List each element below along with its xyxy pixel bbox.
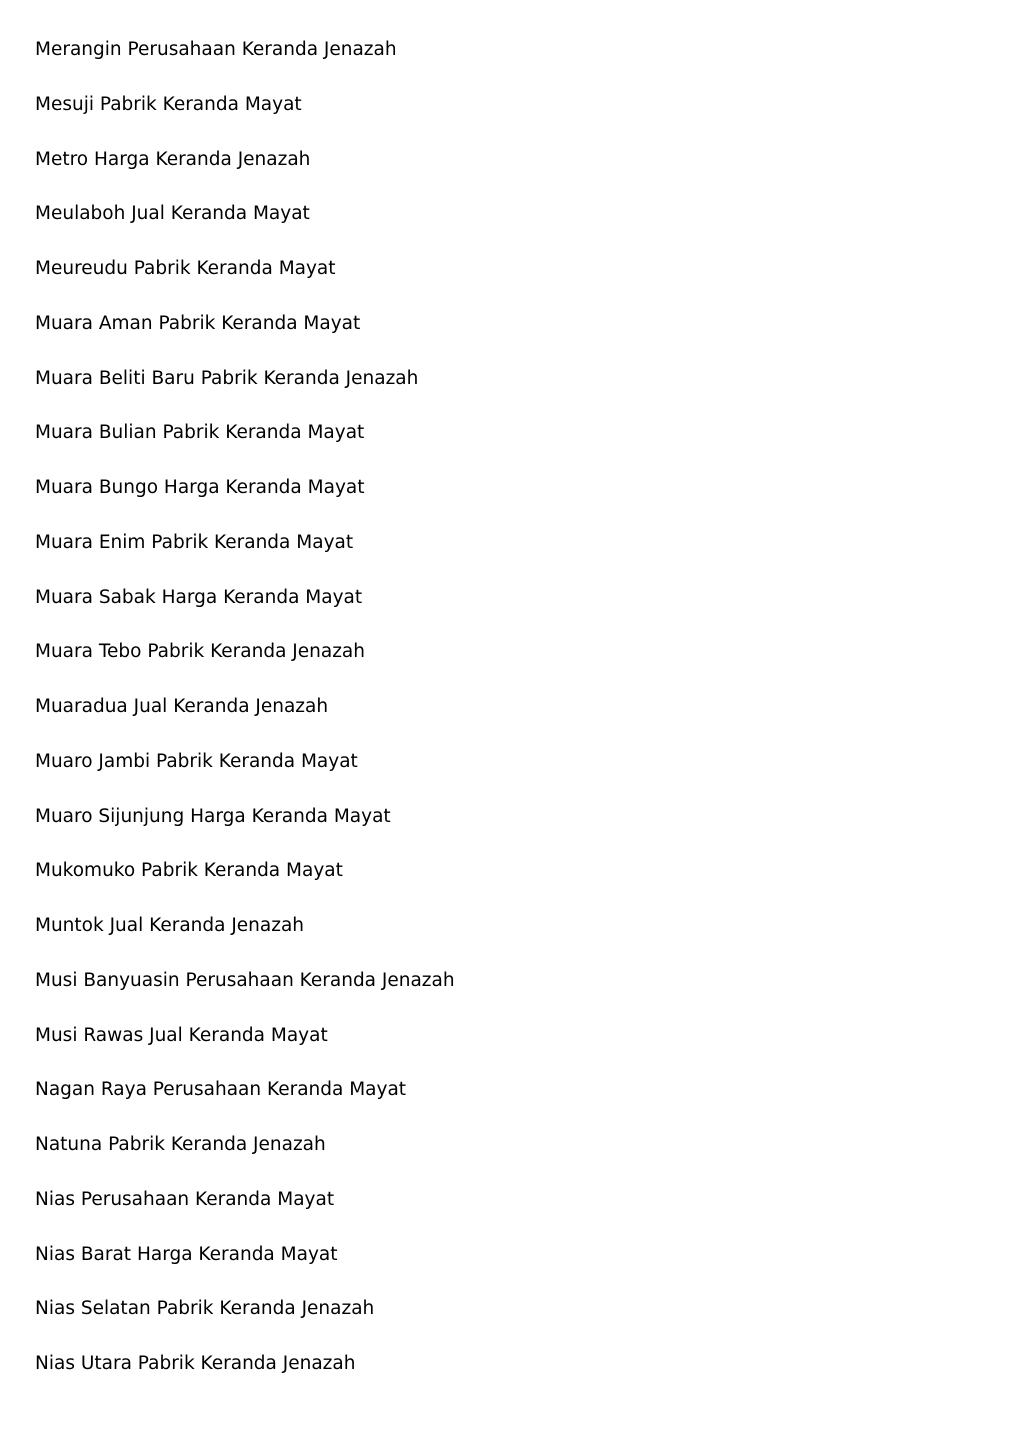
list-item: Merangin Perusahaan Keranda Jenazah [35,39,397,60]
list-item: Muara Sabak Harga Keranda Mayat [35,586,363,608]
list-item: Muara Beliti Baru Pabrik Keranda Jenazah [35,367,419,389]
list-item: Mukomuko Pabrik Keranda Mayat [35,860,343,882]
list-item: Nagan Raya Perusahaan Keranda Mayat [35,1079,407,1101]
list-item: Meureudu Pabrik Keranda Mayat [35,258,336,279]
list-item: Muara Bungo Harga Keranda Mayat [35,477,365,498]
list-item: Nias Selatan Pabrik Keranda Jenazah [35,1298,375,1320]
list-item: Natuna Pabrik Keranda Jenazah [35,1134,326,1155]
list-item: Muara Aman Pabrik Keranda Mayat [35,312,361,334]
list-item: Muaro Sijunjung Harga Keranda Mayat [35,805,391,827]
list-item: Muara Tebo Pabrik Keranda Jenazah [35,641,365,663]
list-item: Nias Barat Harga Keranda Mayat [35,1243,338,1265]
list-item: Nias Utara Pabrik Keranda Jenazah [35,1353,356,1374]
list-item: Muaro Jambi Pabrik Keranda Mayat [35,750,358,772]
list-item: Muara Bulian Pabrik Keranda Mayat [35,422,365,444]
list-item: Meulaboh Jual Keranda Mayat [35,203,310,225]
location-list [35,36,935,1405]
list-item: Muntok Jual Keranda Jenazah [35,915,305,936]
list-item: Mesuji Pabrik Keranda Mayat [35,93,302,115]
list-item: Muara Enim Pabrik Keranda Mayat [35,531,354,553]
list-item: Musi Rawas Jual Keranda Mayat [35,1024,328,1046]
list-item: Musi Banyuasin Perusahaan Keranda Jenazah [35,969,455,991]
list-item: Nias Perusahaan Keranda Mayat [35,1188,335,1210]
list-item: Muaradua Jual Keranda Jenazah [35,696,329,717]
list-item: Metro Harga Keranda Jenazah [35,148,311,170]
